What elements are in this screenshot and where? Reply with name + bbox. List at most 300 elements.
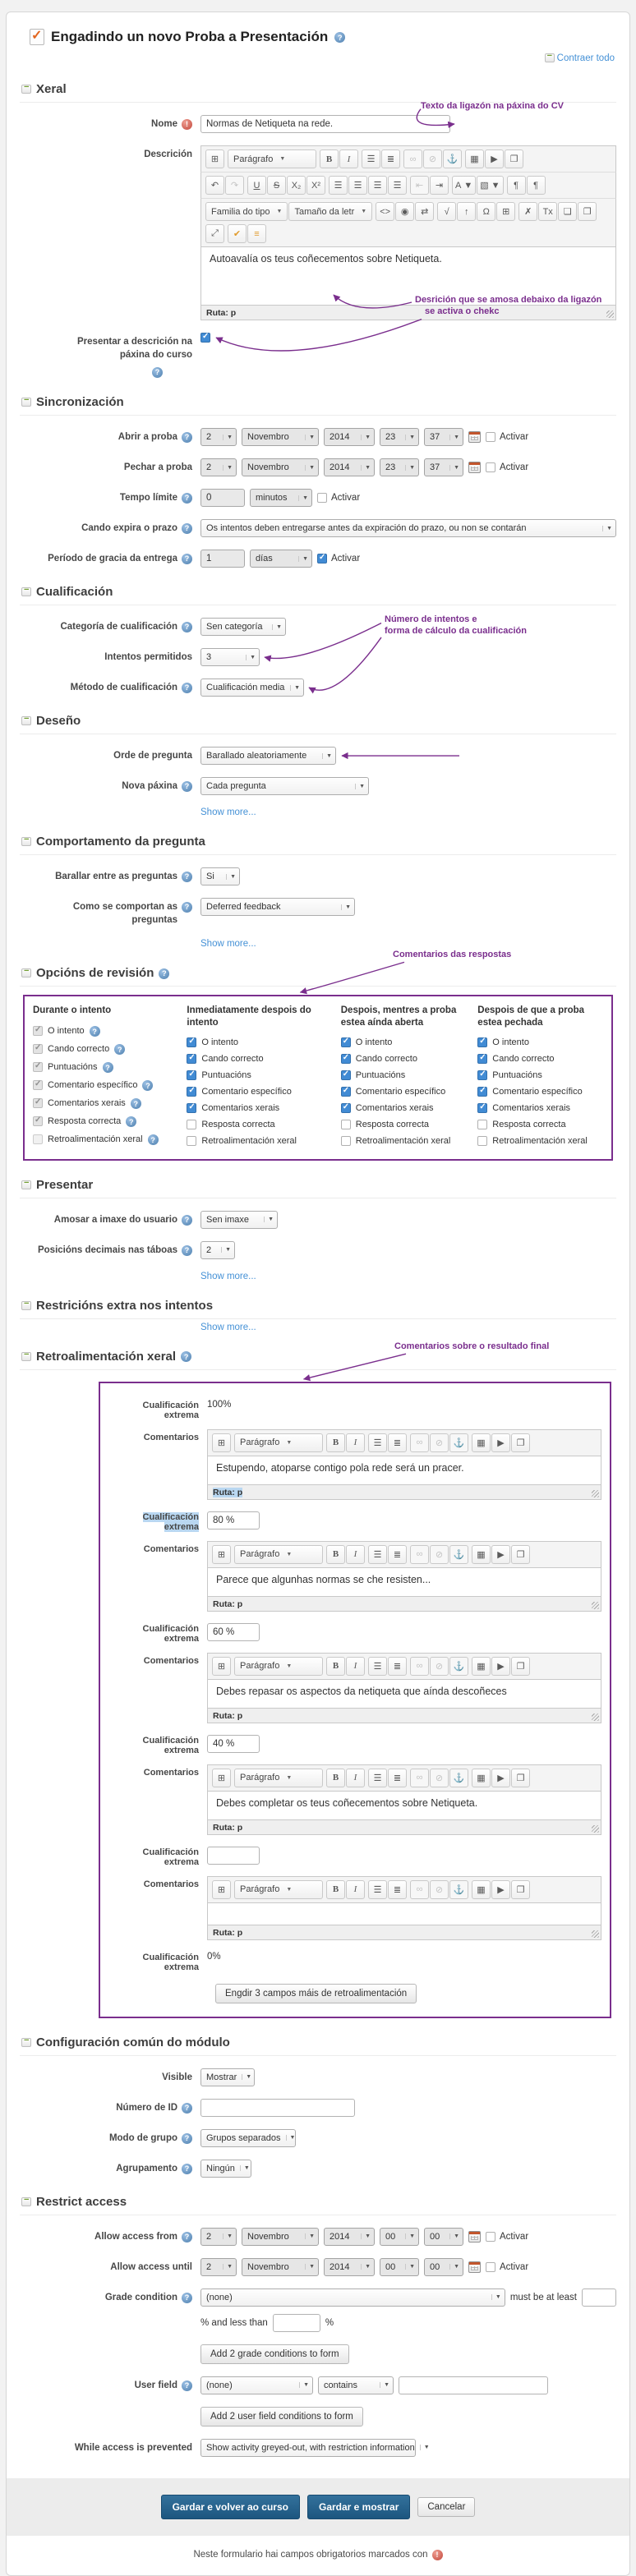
collapse-section-icon[interactable] [21,398,31,407]
categoria-select[interactable] [200,618,286,636]
media-icon[interactable]: ▶ [491,1880,510,1899]
hour-select[interactable] [380,2258,419,2276]
metodo-select[interactable] [200,678,304,697]
field-label [20,1241,200,1258]
intentos-select[interactable] [200,648,260,666]
editor-toolbar [207,1429,601,1456]
toggle-icon[interactable]: ⊞ [212,1880,231,1899]
show-more-link[interactable]: Show more... [200,807,256,818]
day-select[interactable] [200,2228,237,2246]
review-option-checkbox [33,1062,43,1072]
feedback-editor [207,1653,601,1723]
user-field-select[interactable]: (none) ▼ [200,2376,313,2394]
year-select[interactable] [324,2258,375,2276]
barallar-select[interactable] [200,867,240,886]
search-replace-icon[interactable]: ⇄ [415,202,434,221]
file-icon[interactable]: ❐ [511,1880,530,1899]
numbered-list-icon[interactable]: ≣ [388,1433,407,1452]
minute-select[interactable] [424,428,463,446]
bold-icon[interactable]: B [326,1545,345,1564]
help-icon[interactable]: ? [182,2232,192,2242]
review-option-checkbox[interactable] [187,1070,196,1080]
activar-label: Activar [500,2231,529,2242]
resize-handle[interactable] [592,1930,599,1938]
bold-icon[interactable]: B [326,1880,345,1899]
chevron-down-icon: ▼ [602,526,612,531]
editor-text-area[interactable]: Estupendo, atoparse contigo pola rede será un pracer. [207,1456,601,1485]
editor-path-bar [207,1820,601,1835]
media-icon[interactable]: ▶ [485,150,504,168]
bullet-list-icon[interactable]: ☰ [368,1433,387,1452]
tempo-input[interactable] [200,489,245,507]
numbered-list-icon[interactable]: ≣ [388,1657,407,1676]
field-content [200,489,616,507]
bullet-list-icon[interactable]: ☰ [368,1880,387,1899]
help-icon[interactable]: ? [182,1215,192,1226]
toolbar-group [472,1769,530,1787]
tempo-unit-select[interactable] [250,489,312,507]
feedback-editor [207,1764,601,1835]
add-user-field-conditions-button[interactable]: Add 2 user field conditions to form [200,2407,363,2426]
italic-icon[interactable]: I [346,1433,365,1452]
review-option-checkbox[interactable] [341,1120,351,1129]
editor-toolbar [207,1541,601,1567]
must-be-at-least-text: must be at least [509,2292,577,2302]
fullscreen-icon[interactable]: ⤢ [205,224,224,243]
grade-boundary-input[interactable] [207,1847,260,1865]
resize-handle[interactable] [592,1490,599,1497]
help-icon[interactable]: ? [182,432,192,443]
annotation-name-link: Texto da ligazón na páxina do CV [421,101,564,111]
toggle-icon[interactable]: ⊞ [212,1545,231,1564]
italic-icon[interactable]: I [346,1545,365,1564]
collapse-section-icon[interactable] [21,837,31,846]
chevron-down-icon: ▼ [286,1439,293,1446]
grade-condition-select[interactable]: (none) ▼ [200,2288,505,2307]
help-icon[interactable]: ? [182,523,192,534]
help-icon[interactable]: ? [182,622,192,632]
strikethrough-icon[interactable]: S [267,176,286,195]
editor-text-area[interactable]: Debes repasar os aspectos da netiqueta que aínda descoñeces [207,1679,601,1709]
review-option-checkbox[interactable] [187,1054,196,1064]
italic-icon[interactable]: I [339,150,358,168]
calendar-icon[interactable] [468,2231,481,2242]
field-content [200,898,616,916]
chevron-down-icon: ▼ [341,904,351,910]
review-option-checkbox[interactable] [477,1136,487,1146]
toolbar-group [212,1880,231,1899]
save-display-button[interactable]: Gardar e mostrar [307,2495,410,2519]
show-more-link[interactable]: Show more... [200,939,256,950]
activar-checkbox[interactable] [317,493,327,503]
show-more-link[interactable]: Show more... [200,1271,256,1281]
help-icon[interactable]: ? [182,781,192,792]
image-icon[interactable]: ▦ [472,1880,491,1899]
collapse-section-icon[interactable] [21,2038,31,2047]
table-icon[interactable]: ⊞ [496,202,515,221]
bold-icon[interactable]: B [326,1769,345,1787]
image-icon[interactable]: ▦ [472,1433,491,1452]
activar-checkbox[interactable] [486,2232,495,2242]
toolbar-group [410,176,449,195]
expira-select[interactable] [200,519,616,537]
show-description-checkbox[interactable] [200,333,210,343]
grupo-select[interactable] [200,2129,296,2147]
collapse-section-icon[interactable] [21,968,31,978]
review-option-checkbox[interactable] [187,1120,196,1129]
italic-icon[interactable]: I [346,1769,365,1787]
help-icon[interactable]: ? [126,1116,136,1127]
activar-checkbox[interactable] [486,432,495,442]
year-select[interactable] [324,2228,375,2246]
resize-handle[interactable] [592,1714,599,1721]
help-icon[interactable]: ? [182,2133,192,2144]
activar-group [486,462,528,472]
review-option-checkbox[interactable] [477,1070,487,1080]
italic-icon[interactable]: I [346,1880,365,1899]
unlink-icon: ⊘ [430,1545,449,1564]
paragraph-select[interactable]: Parágrafo ▼ [234,1880,323,1899]
field-label [20,2068,200,2085]
gracia-input[interactable] [200,550,245,568]
field-label-text: Amosar a imaxe do usuario [53,1214,177,1225]
field-label-text: Barallar entre as preguntas [55,872,177,882]
media-icon[interactable]: ▶ [491,1769,510,1787]
align-right-icon[interactable]: ☰ [368,176,387,195]
field-label: Descrición [144,150,192,159]
toggle-icon[interactable]: ⊞ [212,1433,231,1452]
image-icon[interactable]: ▦ [472,1769,491,1787]
feedback-label-text: Cualificación extrema [142,1400,199,1420]
collapse-section-icon[interactable] [21,2197,31,2206]
collapse-section-icon[interactable] [21,716,31,725]
rtl-icon[interactable]: ¶ [527,176,546,195]
bullet-list-icon[interactable]: ☰ [368,1769,387,1787]
bullet-list-icon[interactable]: ☰ [362,150,380,168]
help-icon[interactable]: ? [181,1351,191,1362]
show-more-link[interactable]: Show more... [200,1322,256,1332]
spellcheck-icon[interactable]: ✔ [228,224,247,243]
agrup-select[interactable] [200,2160,251,2178]
anchor-icon: ⚓ [449,1880,468,1899]
collapse-section-icon[interactable] [21,85,31,94]
file-icon[interactable]: ❐ [511,1657,530,1676]
review-option-checkbox[interactable] [341,1087,351,1097]
amosar-select[interactable] [200,1211,278,1229]
numbered-list-icon[interactable]: ≣ [388,1880,407,1899]
chevron-down-icon: ▼ [355,784,365,789]
justify-icon[interactable]: ☰ [388,176,407,195]
year-select[interactable] [324,458,375,476]
bold-icon[interactable]: B [320,150,339,168]
paragraph-select[interactable]: Parágrafo ▼ [234,1657,323,1676]
field-content [200,777,616,795]
editor-text-area[interactable]: Debes completar os teus coñecementos sobre Netiqueta. [207,1791,601,1820]
underline-icon[interactable]: U [247,176,266,195]
screenreader-icon[interactable]: ≡ [247,224,266,243]
italic-icon[interactable]: I [346,1657,365,1676]
media-icon[interactable]: ▶ [491,1545,510,1564]
minute-select[interactable] [424,2228,463,2246]
review-option-checkbox[interactable] [187,1136,196,1146]
review-option-checkbox[interactable] [187,1087,196,1097]
review-option-checkbox[interactable] [187,1103,196,1113]
chevron-down-icon: ▼ [305,2233,315,2239]
undo-icon[interactable]: ↶ [205,176,224,195]
help-icon[interactable]: ? [152,367,163,378]
numbered-list-icon[interactable]: ≣ [381,150,400,168]
user-field-value-input[interactable] [399,2376,548,2394]
section-title: Retroalimentación xeral [36,1349,177,1364]
review-option-checkbox[interactable] [341,1103,351,1113]
visible-select[interactable] [200,2068,255,2086]
align-center-icon[interactable]: ☰ [348,176,367,195]
review-option-checkbox[interactable] [477,1037,487,1047]
search-icon[interactable]: ◉ [395,202,414,221]
day-select[interactable] [200,428,237,446]
day-select[interactable] [200,458,237,476]
grade-max-input[interactable] [273,2314,320,2332]
help-icon[interactable]: ? [148,1134,159,1145]
toggle-icon[interactable]: ⊞ [212,1657,231,1676]
month-select[interactable] [242,458,319,476]
image-icon[interactable]: ▦ [465,150,484,168]
hour-select[interactable] [380,2228,419,2246]
subscript-icon[interactable]: X₂ [287,176,306,195]
minute-select[interactable] [424,2258,463,2276]
help-icon[interactable]: ? [131,1098,141,1109]
nova-select[interactable] [200,777,369,795]
align-left-icon[interactable]: ☰ [329,176,348,195]
idnum-input[interactable] [200,2099,355,2117]
file-icon[interactable]: ❐ [511,1769,530,1787]
toggle-icon[interactable]: ⊞ [205,150,224,168]
review-option-checkbox[interactable] [341,1136,351,1146]
help-icon[interactable]: ? [182,2164,192,2174]
review-option-checkbox[interactable] [341,1037,351,1047]
paragraph-select[interactable]: Parágrafo ▼ [228,150,316,168]
special-char-icon[interactable]: Ω [477,202,495,221]
field-content [200,2129,616,2147]
calendar-icon[interactable] [468,462,481,473]
review-option-label: Resposta correcta [492,1119,566,1129]
field-row-intentos [20,648,616,666]
collapse-section-icon[interactable] [21,1301,31,1310]
insert-char-icon[interactable]: ↑ [457,202,476,221]
font-family-select[interactable]: Familia do tipo ▼ [205,202,288,221]
collapse-section-icon[interactable] [21,587,31,596]
feedback-label-text: Comentarios [143,1879,199,1889]
review-option-label: Comentarios xerais [355,1102,434,1113]
help-icon[interactable]: ? [182,2103,192,2114]
review-option [477,1136,597,1146]
media-icon[interactable]: ▶ [491,1433,510,1452]
bullet-list-icon[interactable]: ☰ [368,1545,387,1564]
superscript-icon[interactable]: X² [306,176,325,195]
year-select[interactable] [324,428,375,446]
month-select[interactable] [242,2258,319,2276]
review-option-checkbox[interactable] [341,1070,351,1080]
numbered-list-icon[interactable]: ≣ [388,1769,407,1787]
while-prevented-select[interactable]: Show activity greyed-out, with restriction information ▼ [200,2439,416,2457]
review-option [341,1070,472,1080]
numbered-list-icon[interactable]: ≣ [388,1545,407,1564]
clean-icon[interactable]: ✗ [518,202,537,221]
paste-text-icon[interactable]: ❏ [558,202,577,221]
grade-boundary-input[interactable] [207,1511,260,1530]
minute-select[interactable] [424,458,463,476]
help-icon[interactable]: ? [182,2380,192,2391]
select-value: Cualificación media [206,683,285,693]
help-icon[interactable]: ? [182,872,192,882]
image-icon[interactable]: ▦ [472,1545,491,1564]
collapse-section-icon[interactable] [21,1180,31,1189]
review-option-checkbox[interactable] [477,1120,487,1129]
link-icon: ∞ [410,1433,429,1452]
toolbar-group [212,1657,231,1676]
chevron-down-icon: ▼ [298,556,308,562]
indent-icon[interactable]: ⇥ [430,176,449,195]
field-label-text: Tempo límite [119,493,177,504]
activar-checkbox[interactable] [486,2262,495,2272]
cancel-button[interactable]: Cancelar [417,2497,475,2517]
grade-boundary-input[interactable] [207,1735,260,1753]
month-select[interactable] [242,428,319,446]
help-icon[interactable]: ? [90,1026,100,1037]
field-row-barallar [20,867,616,886]
grade-min-input[interactable] [582,2288,616,2307]
section-header-cualificacion [20,581,616,605]
review-option-checkbox[interactable] [477,1054,487,1064]
help-icon[interactable]: ? [142,1080,153,1091]
help-icon[interactable]: ? [182,2293,192,2303]
toolbar-group [410,1769,468,1787]
activar-checkbox[interactable] [317,554,327,564]
user-field-operator-select[interactable]: contains ▼ [318,2376,394,2394]
select-value: 23 [385,462,396,473]
help-icon[interactable]: ? [114,1044,125,1055]
page-header [20,29,616,45]
editor-text-area[interactable]: Autoavalía os teus coñecementos sobre Netiqueta. [200,246,616,306]
feedback-content [207,1429,601,1500]
bold-icon[interactable]: B [326,1657,345,1676]
resize-handle[interactable] [592,1825,599,1833]
text-color-icon[interactable]: A ▼ [452,176,476,195]
como-select[interactable] [200,898,355,916]
review-option [33,1134,180,1145]
activar-label: Activar [500,2261,529,2272]
help-icon[interactable]: ? [182,683,192,693]
review-option-checkbox[interactable] [477,1103,487,1113]
field-label-text: Allow access until [110,2261,192,2272]
equation-icon[interactable]: √ [437,202,456,221]
help-icon[interactable]: ? [182,554,192,564]
save-return-button[interactable]: Gardar e volver ao curso [161,2495,300,2519]
feedback-row-editor [108,1764,601,1835]
chevron-down-icon: ▼ [405,465,415,471]
hour-select[interactable] [380,428,419,446]
editor-text-area[interactable]: Parece que algunhas normas se che resisten... [207,1567,601,1597]
review-option-checkbox[interactable] [477,1087,487,1097]
feedback-editor [207,1876,601,1940]
gracia-unit-select[interactable] [250,550,312,568]
hour-select[interactable] [380,458,419,476]
add-grade-conditions-button[interactable]: Add 2 grade conditions to form [200,2344,349,2364]
review-option-label: Cando correcto [492,1053,555,1064]
chevron-down-icon: ▼ [276,209,283,214]
calendar-icon[interactable] [468,431,481,443]
select-value: 37 [430,432,440,443]
font-size-select[interactable]: Tamaño da letr ▼ [288,202,372,221]
toolbar-group [368,1433,407,1452]
unlink-icon: ⊘ [430,1657,449,1676]
field-row-user-field [20,2376,616,2394]
bg-color-icon[interactable]: ▧ ▼ [477,176,503,195]
review-option-checkbox [33,1044,43,1054]
bold-icon[interactable]: B [326,1433,345,1452]
select-value: 2014 [330,432,350,443]
help-icon[interactable]: ? [159,968,169,979]
quiz-icon [30,29,44,45]
resize-handle[interactable] [606,310,614,318]
review-option-checkbox[interactable] [187,1037,196,1047]
field-label [20,747,200,763]
help-icon[interactable]: ? [182,902,192,913]
file-icon[interactable]: ❐ [505,150,523,168]
chevron-down-icon: ▼ [286,1551,293,1557]
help-icon[interactable]: ? [182,493,192,504]
grade-boundary-input[interactable] [207,1623,260,1641]
activar-checkbox[interactable] [486,462,495,472]
field-content [200,2160,616,2178]
collapse-all-link[interactable]: −Contraer todo [545,53,615,63]
month-select[interactable] [242,2228,319,2246]
collapse-section-icon[interactable] [21,1352,31,1361]
calendar-icon[interactable] [468,2261,481,2273]
toggle-icon[interactable]: ⊞ [212,1769,231,1787]
clear-format-icon[interactable]: Tx [538,202,557,221]
resize-handle[interactable] [592,1602,599,1609]
add-feedback-fields-button[interactable]: Engdir 3 campos máis de retroalimentación [215,1984,417,2003]
help-icon[interactable]: ? [334,32,345,43]
paragraph-select[interactable]: Parágrafo ▼ [234,1433,323,1452]
help-icon[interactable]: ? [103,1062,113,1073]
help-icon[interactable]: ? [182,1245,192,1256]
bullet-list-icon[interactable]: ☰ [368,1657,387,1676]
section-title: Cualificación [36,585,113,600]
paragraph-select[interactable]: Parágrafo ▼ [234,1545,323,1564]
name-input[interactable] [200,115,450,133]
code-icon[interactable]: <> [376,202,394,221]
editor-text-area[interactable] [207,1902,601,1925]
ltr-icon[interactable]: ¶ [507,176,526,195]
feedback-content [207,1541,601,1612]
paste-word-icon[interactable]: ❐ [578,202,597,221]
media-icon[interactable]: ▶ [491,1657,510,1676]
file-icon[interactable]: ❐ [511,1433,530,1452]
review-option-checkbox[interactable] [341,1054,351,1064]
decimais-select[interactable] [200,1241,235,1259]
day-select[interactable] [200,2258,237,2276]
unlink-icon: ⊘ [430,1433,449,1452]
orde-select[interactable] [200,747,336,765]
image-icon[interactable]: ▦ [472,1657,491,1676]
file-icon[interactable]: ❐ [511,1545,530,1564]
field-row-agrup [20,2160,616,2178]
toolbar-group [403,150,462,168]
paragraph-select[interactable]: Parágrafo ▼ [234,1769,323,1787]
anchor-icon: ⚓ [449,1657,468,1676]
